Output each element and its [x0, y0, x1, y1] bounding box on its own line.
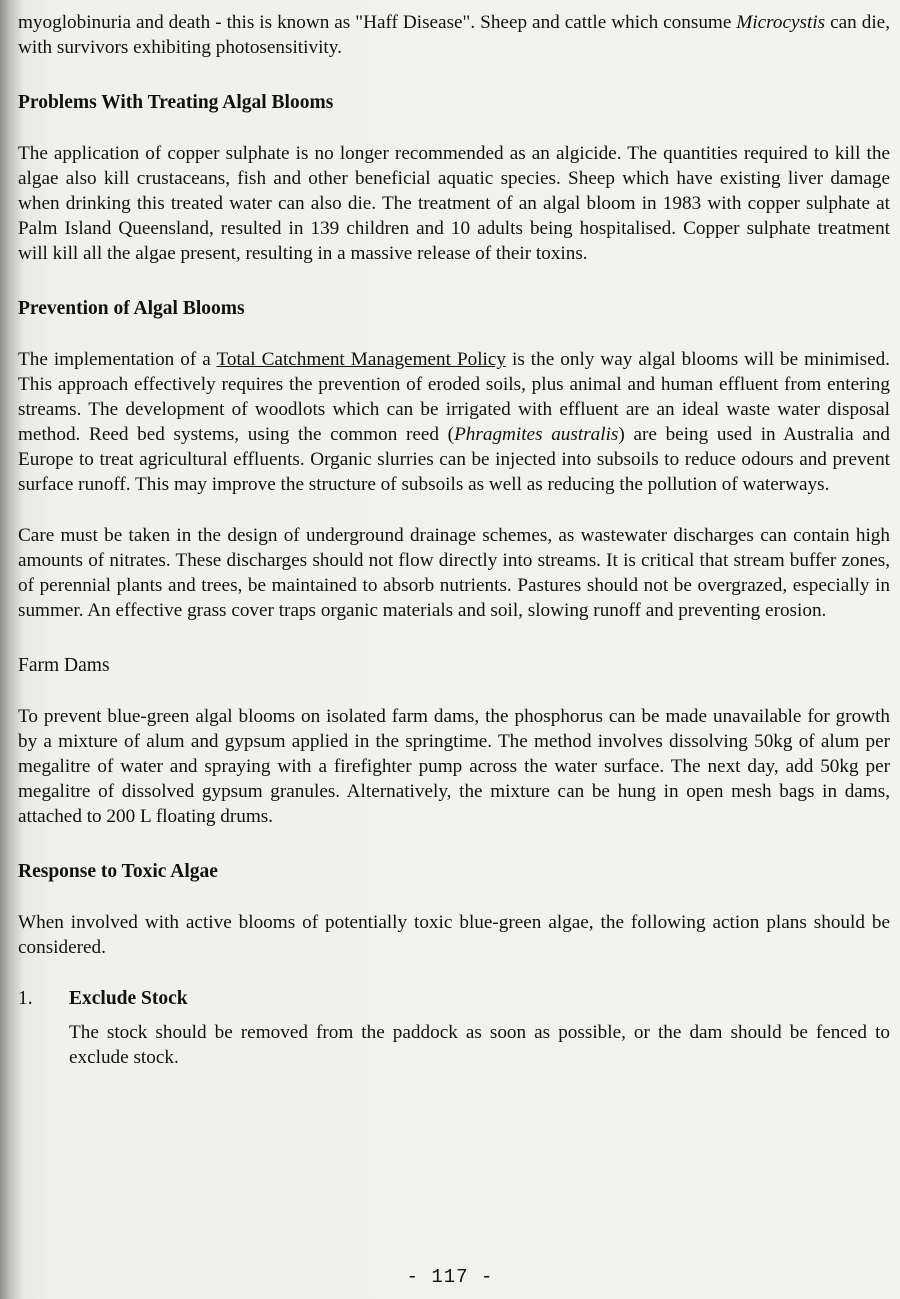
problems-paragraph: The application of copper sulphate is no longer recommended as an algicide. The quantities required to kill the algae also kill crustaceans, fish and other beneficial aquatic species. Sheep which have existing liver damage when drinking this treated water can also die. The treatment of an algal bloom in 1983 with copper sulphate at Palm Island Queensland, resulted in 139 children and 10 adults being hospitalised. Copper sulphate treatment will kill all the algae present, resulting in a massive release of their toxins.: [18, 143, 890, 264]
prevention-text-start: The implementation of a: [18, 349, 217, 370]
prevention-text-middle: is the only way algal blooms will be minimised. This approach effectively requires the prevention of eroded soils, plus animal and human effluent from entering streams. The development of woodlots which can be irrigated with effluent are an ideal waste water disposal method. Reed bed systems, using the common reed (: [18, 349, 890, 445]
problems-section: [18, 90, 890, 266]
section-heading-response: Response to Toxic Algae: [18, 861, 218, 882]
section-heading-problems: Problems With Treating Algal Blooms: [18, 92, 334, 113]
list-item-heading: [18, 986, 890, 1011]
species-name: Phragmites australis: [454, 424, 619, 445]
farm-dams-paragraph: To prevent blue-green algal blooms on isolated farm dams, the phosphorus can be made unavailable for growth by a mixture of alum and gypsum applied in the springtime. The method involves dissolving 50kg of alum per megalitre of water and spraying with a firefighter pump across the water surface. The next day, add 50kg per megalitre of dissolved gypsum granules. Alternatively, the mixture can be hung in open mesh bags in dams, attached to 200 L floating drums.: [18, 706, 890, 827]
response-paragraph: When involved with active blooms of potentially toxic blue-green algae, the following action plans should be considered.: [18, 912, 890, 958]
list-item-text: The stock should be removed from the paddock as soon as possible, or the dam should be fenced to exclude stock.: [69, 1022, 890, 1068]
prevention-paragraph-2: Care must be taken in the design of underground drainage schemes, as wastewater discharges can contain high amounts of nitrates. These discharges should not flow directly into streams. It is critical that stream buffer zones, of perennial plants and trees, be maintained to absorb nutrients. Pastures should not be overgrazed, especially in summer. An effective grass cover traps organic materials and soil, slowing runoff and preventing erosion.: [18, 525, 890, 621]
policy-name: Total Catchment Management Policy: [216, 349, 506, 370]
page-number: - 117 -: [406, 1266, 494, 1288]
intro-section: [18, 10, 890, 60]
prevention-section: [18, 296, 890, 623]
list-item: [18, 986, 890, 1070]
intro-text-start: myoglobinuria and death - this is known as "Haff Disease". Sheep and cattle which consume: [18, 12, 737, 33]
intro-text-end: can die, with survivors exhibiting photosensitivity.: [18, 12, 890, 58]
response-section: [18, 859, 890, 1070]
prevention-paragraph-1: [18, 347, 890, 497]
genus-name: Microcystis: [736, 12, 826, 33]
list-item-title: Exclude Stock: [69, 988, 188, 1009]
farm-dams-section: [18, 653, 890, 829]
section-heading-farm-dams: Farm Dams: [18, 655, 110, 676]
intro-paragraph: [18, 10, 890, 60]
action-list: [18, 986, 890, 1070]
prevention-text-end: ) are being used in Australia and Europe to treat agricultural effluents. Organic slurries can be injected into subsoils to reduce odours and prevent surface runoff. This may improve the structure of subsoils as well as reducing the pollution of waterways.: [18, 424, 890, 495]
section-heading-prevention: Prevention of Algal Blooms: [18, 298, 245, 319]
list-item-number: 1.: [18, 988, 33, 1009]
